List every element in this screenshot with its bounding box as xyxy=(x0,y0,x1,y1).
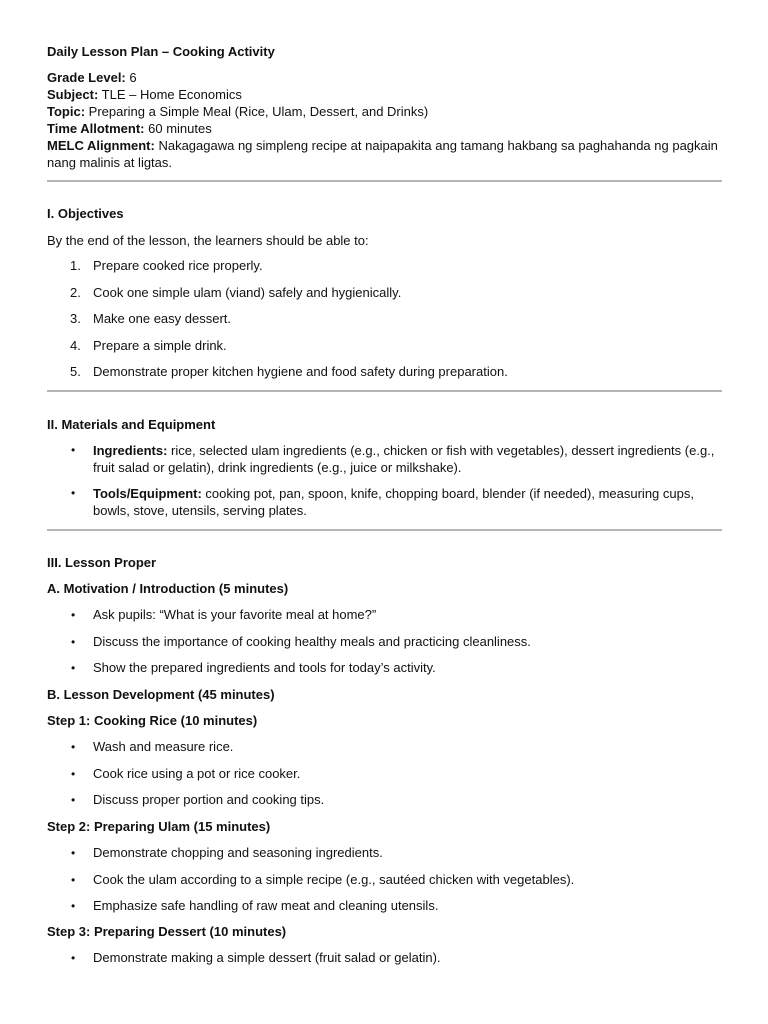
materials-item-ingredients xyxy=(47,442,722,476)
materials-heading: II. Materials and Equipment xyxy=(47,417,216,432)
bullet-icon: • xyxy=(71,951,76,965)
item-text: Ask pupils: “What is your favorite meal at home?” xyxy=(93,607,377,622)
item-text: Show the prepared ingredients and tools for today’s activity. xyxy=(93,660,436,675)
item-text: Emphasize safe handling of raw meat and cleaning utensils. xyxy=(93,898,439,913)
list-item xyxy=(47,766,722,793)
bullet-icon: • xyxy=(71,766,76,781)
objectives-list xyxy=(47,258,508,391)
item-text: cooking pot, pan, spoon, knife, chopping board, blender (if needed), measuring cups, bowls, stove, utensils, serving plates. xyxy=(93,486,694,518)
bullet-icon: • xyxy=(71,634,76,649)
step2-list xyxy=(47,845,722,925)
bullet-icon: • xyxy=(71,872,76,887)
item-text: Wash and measure rice. xyxy=(93,739,234,754)
list-item xyxy=(47,634,722,661)
item-text: Demonstrate proper kitchen hygiene and food safety during preparation. xyxy=(93,364,508,379)
list-item xyxy=(47,792,722,819)
item-text: Prepare a simple drink. xyxy=(93,337,227,353)
item-text: Discuss the importance of cooking healthy meals and practicing cleanliness. xyxy=(93,633,531,649)
item-text: Discuss proper portion and cooking tips. xyxy=(93,792,325,807)
item-number: 5. xyxy=(70,364,81,379)
list-item xyxy=(47,607,722,634)
meta-label: MELC Alignment: xyxy=(47,138,155,153)
meta-melc-alignment xyxy=(47,137,722,171)
meta-time-allotment xyxy=(47,120,722,137)
item-text: Demonstrate making a simple dessert (fruit salad or gelatin). xyxy=(93,950,441,965)
step3-heading: Step 3: Preparing Dessert (10 minutes) xyxy=(47,924,287,939)
step3-list xyxy=(47,950,722,977)
meta-value: Nakagagawa ng simpleng recipe at naipapakita ang tamang hakbang sa paghahanda ng pagkain nang malinis at ligtas. xyxy=(47,138,718,170)
item-text: Make one easy dessert. xyxy=(93,311,232,326)
development-heading: B. Lesson Development (45 minutes) xyxy=(47,687,275,702)
section-divider xyxy=(47,180,722,182)
meta-label: Topic: xyxy=(47,104,86,119)
lesson-proper-heading: III. Lesson Proper xyxy=(47,555,157,570)
bullet-icon: • xyxy=(71,443,76,457)
item-label: Tools/Equipment: xyxy=(93,486,202,501)
meta-topic xyxy=(47,103,722,120)
item-text: Prepare cooked rice properly. xyxy=(93,258,263,273)
objective-item xyxy=(47,285,508,312)
materials-list xyxy=(47,442,722,528)
objective-item xyxy=(47,364,508,391)
item-number: 4. xyxy=(70,337,81,353)
list-item xyxy=(47,872,722,899)
item-text: Demonstrate chopping and seasoning ingredients. xyxy=(93,845,383,860)
item-text: Cook the ulam according to a simple recipe (e.g., sautéed chicken with vegetables). xyxy=(93,871,575,887)
meta-value: Preparing a Simple Meal (Rice, Ulam, Dessert, and Drinks) xyxy=(85,104,429,119)
step2-heading: Step 2: Preparing Ulam (15 minutes) xyxy=(47,819,271,834)
section-divider xyxy=(47,529,722,531)
item-text: Cook rice using a pot or rice cooker. xyxy=(93,765,301,781)
lesson-meta xyxy=(47,69,722,171)
objective-item xyxy=(47,258,508,285)
item-number: 1. xyxy=(70,258,81,273)
item-text: rice, selected ulam ingredients (e.g., chicken or fish with vegetables), dessert ingredients (e.g., fruit salad or gelatin), drink ingredients (e.g., juice or milkshake). xyxy=(93,443,715,475)
meta-grade-level xyxy=(47,69,722,86)
bullet-icon: • xyxy=(71,661,76,675)
objective-item xyxy=(47,338,508,365)
bullet-icon: • xyxy=(71,486,76,500)
objectives-heading: I. Objectives xyxy=(47,206,124,221)
bullet-icon: • xyxy=(71,608,76,622)
meta-value: 6 xyxy=(125,70,137,85)
item-label: Ingredients: xyxy=(93,443,168,458)
bullet-icon: • xyxy=(71,846,76,860)
materials-item-tools xyxy=(47,485,722,519)
meta-label: Subject: xyxy=(47,87,99,102)
meta-subject xyxy=(47,86,722,103)
section-divider xyxy=(47,390,722,392)
meta-label: Grade Level: xyxy=(47,70,126,85)
list-item xyxy=(47,660,722,687)
meta-value: TLE – Home Economics xyxy=(98,87,242,102)
list-item xyxy=(47,898,722,925)
list-item xyxy=(47,739,722,766)
item-number: 2. xyxy=(70,284,81,300)
bullet-icon: • xyxy=(71,899,76,913)
item-number: 3. xyxy=(70,311,81,326)
bullet-icon: • xyxy=(71,793,76,807)
meta-label: Time Allotment: xyxy=(47,121,145,136)
motivation-list xyxy=(47,607,722,687)
meta-value: 60 minutes xyxy=(144,121,212,136)
list-item xyxy=(47,950,722,977)
objective-item xyxy=(47,311,508,338)
step1-list xyxy=(47,739,722,819)
item-text: Cook one simple ulam (viand) safely and hygienically. xyxy=(93,284,402,300)
bullet-icon: • xyxy=(71,740,76,754)
objectives-intro: By the end of the lesson, the learners should be able to: xyxy=(47,233,369,248)
motivation-heading: A. Motivation / Introduction (5 minutes) xyxy=(47,581,289,596)
document-title: Daily Lesson Plan – Cooking Activity xyxy=(47,44,275,59)
step1-heading: Step 1: Cooking Rice (10 minutes) xyxy=(47,713,258,728)
list-item xyxy=(47,845,722,872)
